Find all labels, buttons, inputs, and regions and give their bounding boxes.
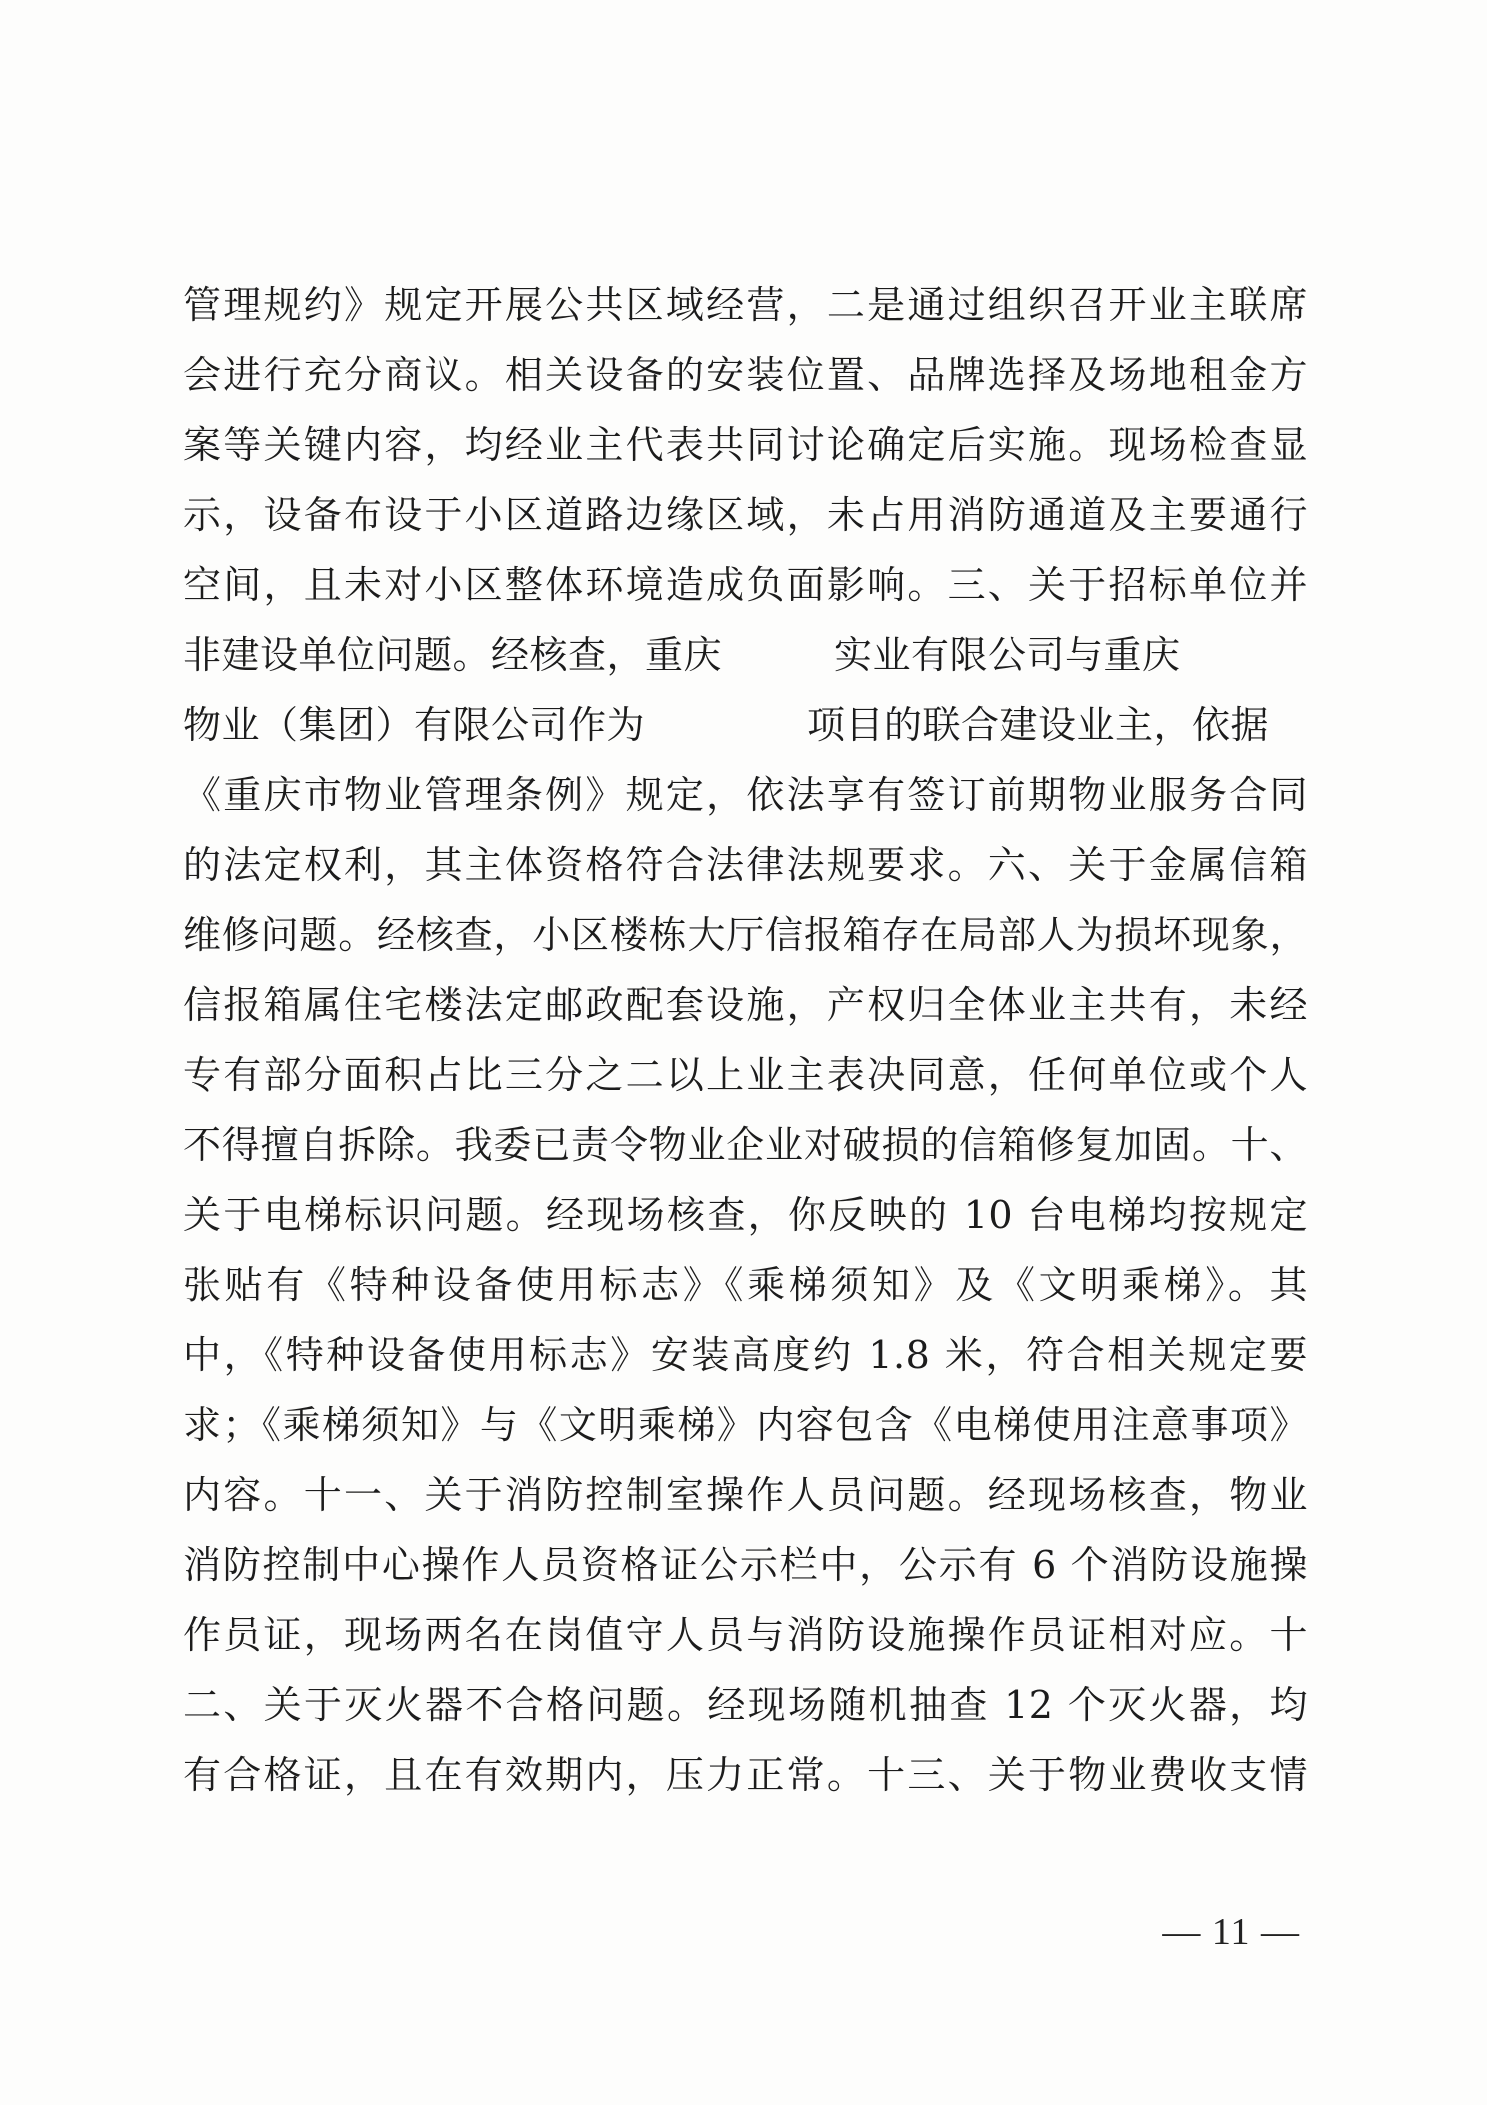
text-line: 消防控制中心操作人员资格证公示栏中，公示有 6 个消防设施操 [183,1543,1308,1587]
text-line: 的法定权利，其主体资格符合法律法规要求。六、关于金属信箱 [183,843,1308,887]
text-line: 中，《特种设备使用标志》安装高度约 1.8 米，符合相关规定要 [183,1333,1308,1377]
body-text [183,270,1308,1810]
text-line: 会进行充分商议。相关设备的安装位置、品牌选择及场地租金方 [183,353,1308,397]
text-line-redacted [183,620,1308,690]
page-number: — 11 — [1162,1911,1300,1953]
text-line: 专有部分面积占比三分之二以上业主表决同意，任何单位或个人 [183,1053,1308,1097]
text-line: 管理规约》规定开展公共区域经营，二是通过组织召开业主联席 [183,283,1308,327]
text-line: 示，设备布设于小区道路边缘区域，未占用消防通道及主要通行 [183,493,1308,537]
text-line: 张贴有《特种设备使用标志》《乘梯须知》及《文明乘梯》。其 [183,1263,1308,1307]
text-line: 作员证，现场两名在岗值守人员与消防设施操作员证相对应。十 [183,1613,1308,1657]
text-line: 关于电梯标识问题。经现场核查，你反映的 10 台电梯均按规定 [183,1193,1308,1237]
text-line: 空间，且未对小区整体环境造成负面影响。三、关于招标单位并 [183,563,1308,607]
text-line: 有合格证，且在有效期内，压力正常。十三、关于物业费收支情 [183,1753,1308,1797]
text-line: 信报箱属住宅楼法定邮政配套设施，产权归全体业主共有，未经 [183,983,1308,1027]
text-segment: 物业（集团）有限公司作为 [183,703,646,747]
text-line: 求；《乘梯须知》与《文明乘梯》内容包含《电梯使用注意事项》 [183,1403,1308,1447]
text-line: 内容。十一、关于消防控制室操作人员问题。经现场核查，物业 [183,1473,1308,1517]
text-line: 《重庆市物业管理条例》规定，依法享有签订前期物业服务合同 [183,773,1308,817]
text-line: 维修问题。经核查，小区楼栋大厅信报箱存在局部人为损坏现象， [183,913,1308,957]
text-line: 案等关键内容，均经业主代表共同讨论确定后实施。现场检查显 [183,423,1308,467]
text-segment: 项目的联合建设业主，依据 [807,703,1270,747]
text-segment: 非建设单位问题。经核查，重庆 [183,633,723,677]
text-line-redacted [183,690,1308,760]
text-line: 不得擅自拆除。我委已责令物业企业对破损的信箱修复加固。十、 [183,1123,1308,1167]
text-line: 二、关于灭火器不合格问题。经现场随机抽查 12 个灭火器，均 [183,1683,1308,1727]
text-segment: 实业有限公司与重庆 [834,633,1181,677]
